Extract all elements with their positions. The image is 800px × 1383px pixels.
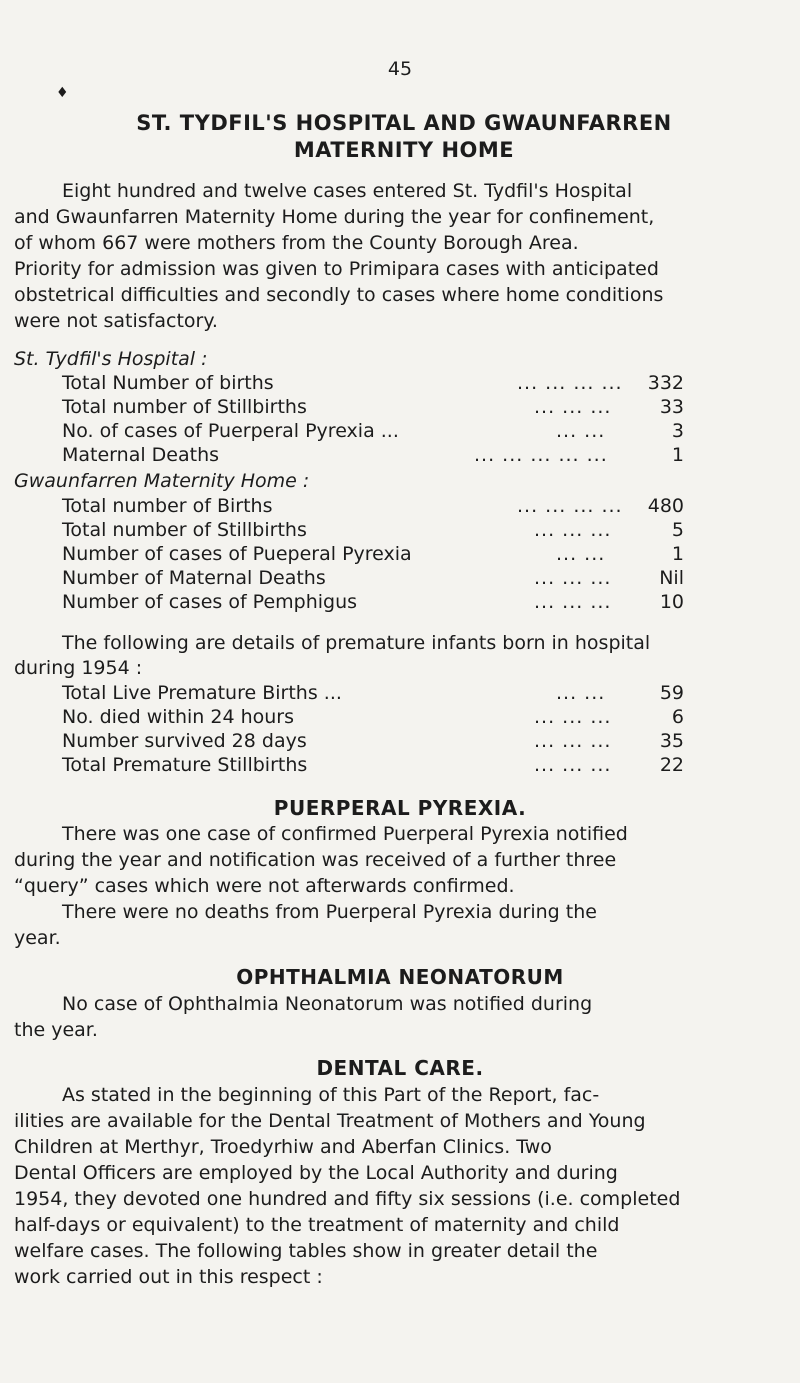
row-value: 1 bbox=[671, 444, 684, 466]
row-value: 5 bbox=[671, 519, 684, 541]
row-value: 10 bbox=[659, 591, 684, 613]
puerperal-pyrexia-heading: PUERPERAL PYREXIA. bbox=[273, 796, 527, 820]
row-leader: ... ... ... ... ... bbox=[474, 444, 608, 466]
dental-line: Dental Officers are employed by the Local Authority and during bbox=[14, 1162, 618, 1184]
premature-intro-line: The following are details of premature infants born in hospital bbox=[62, 632, 651, 654]
intro-line: were not satisfactory. bbox=[14, 310, 218, 332]
row-label: Number survived 28 days bbox=[62, 730, 307, 752]
row-label: No. of cases of Puerperal Pyrexia ... bbox=[62, 420, 399, 442]
dental-line: welfare cases. The following tables show in greater detail the bbox=[14, 1240, 598, 1262]
row-label: Number of Maternal Deaths bbox=[62, 567, 326, 589]
st-tydfil-heading: St. Tydfil's Hospital : bbox=[14, 348, 208, 370]
document-title-line-2: MATERNITY HOME bbox=[293, 138, 515, 162]
row-label: No. died within 24 hours bbox=[62, 706, 295, 728]
row-leader: ... ... ... bbox=[534, 730, 612, 752]
document-title-line-1: ST. TYDFIL'S HOSPITAL AND GWAUNFARREN bbox=[136, 111, 672, 135]
puerperal-line: during the year and notification was received of a further three bbox=[14, 849, 617, 871]
puerperal-line: There was one case of confirmed Puerperal Pyrexia notified bbox=[62, 823, 628, 845]
dental-line: half-days or equivalent) to the treatment of maternity and child bbox=[14, 1214, 620, 1236]
row-label: Total Live Premature Births ... bbox=[62, 682, 342, 704]
row-leader: ... ... ... bbox=[534, 567, 612, 589]
row-leader: ... ... bbox=[556, 543, 606, 565]
dental-line: As stated in the beginning of this Part of the Report, fac- bbox=[62, 1084, 600, 1106]
row-leader: ... ... bbox=[556, 420, 606, 442]
bullet-mark-icon: ♦ bbox=[56, 85, 69, 101]
row-value: 35 bbox=[659, 730, 684, 752]
puerperal-line: There were no deaths from Puerperal Pyrexia during the bbox=[62, 901, 597, 923]
row-leader: ... ... ... bbox=[534, 591, 612, 613]
row-leader: ... ... ... ... bbox=[517, 372, 623, 394]
row-value: 59 bbox=[659, 682, 684, 704]
ophthalmia-line: No case of Ophthalmia Neonatorum was notified during bbox=[62, 993, 593, 1015]
row-value: 33 bbox=[659, 396, 684, 418]
ophthalmia-heading: OPHTHALMIA NEONATORUM bbox=[236, 965, 564, 989]
row-label: Total number of Births bbox=[62, 495, 273, 517]
row-leader: ... ... ... bbox=[534, 396, 612, 418]
row-value: 22 bbox=[659, 754, 684, 776]
intro-line: of whom 667 were mothers from the County Borough Area. bbox=[14, 232, 579, 254]
row-label: Total Number of births bbox=[62, 372, 274, 394]
dental-care-heading: DENTAL CARE. bbox=[316, 1056, 484, 1080]
intro-line: obstetrical difficulties and secondly to cases where home conditions bbox=[14, 284, 664, 306]
dental-line: ilities are available for the Dental Treatment of Mothers and Young bbox=[14, 1110, 646, 1132]
dental-line: work carried out in this respect : bbox=[14, 1266, 323, 1288]
row-label: Total Premature Stillbirths bbox=[62, 754, 308, 776]
row-label: Total number of Stillbirths bbox=[62, 396, 307, 418]
row-label: Total number of Stillbirths bbox=[62, 519, 307, 541]
ophthalmia-line: the year. bbox=[14, 1019, 98, 1041]
row-leader: ... ... ... bbox=[534, 706, 612, 728]
puerperal-line: “query” cases which were not afterwards confirmed. bbox=[14, 875, 515, 897]
row-label: Maternal Deaths bbox=[62, 444, 220, 466]
intro-line: and Gwaunfarren Maternity Home during the year for confinement, bbox=[14, 206, 655, 228]
dental-line: Children at Merthyr, Troedyrhiw and Aberfan Clinics. Two bbox=[14, 1136, 552, 1158]
intro-line: Priority for admission was given to Primipara cases with anticipated bbox=[14, 258, 659, 280]
puerperal-line: year. bbox=[14, 927, 61, 949]
intro-line: Eight hundred and twelve cases entered St. Tydfil's Hospital bbox=[62, 180, 633, 202]
row-label: Number of cases of Pemphigus bbox=[62, 591, 358, 613]
row-leader: ... ... ... bbox=[534, 754, 612, 776]
row-value: 332 bbox=[647, 372, 684, 394]
dental-line: 1954, they devoted one hundred and fifty six sessions (i.e. completed bbox=[14, 1188, 681, 1210]
row-leader: ... ... bbox=[556, 682, 606, 704]
row-value: 6 bbox=[671, 706, 684, 728]
row-value: 3 bbox=[671, 420, 684, 442]
row-value: 1 bbox=[671, 543, 684, 565]
row-label: Number of cases of Pueperal Pyrexia bbox=[62, 543, 412, 565]
premature-intro-line: during 1954 : bbox=[14, 657, 143, 679]
page-number: 45 bbox=[387, 58, 413, 80]
row-value: Nil bbox=[659, 567, 684, 589]
row-leader: ... ... ... bbox=[534, 519, 612, 541]
row-value: 480 bbox=[647, 495, 684, 517]
row-leader: ... ... ... ... bbox=[517, 495, 623, 517]
gwaunfarren-heading: Gwaunfarren Maternity Home : bbox=[14, 470, 310, 492]
